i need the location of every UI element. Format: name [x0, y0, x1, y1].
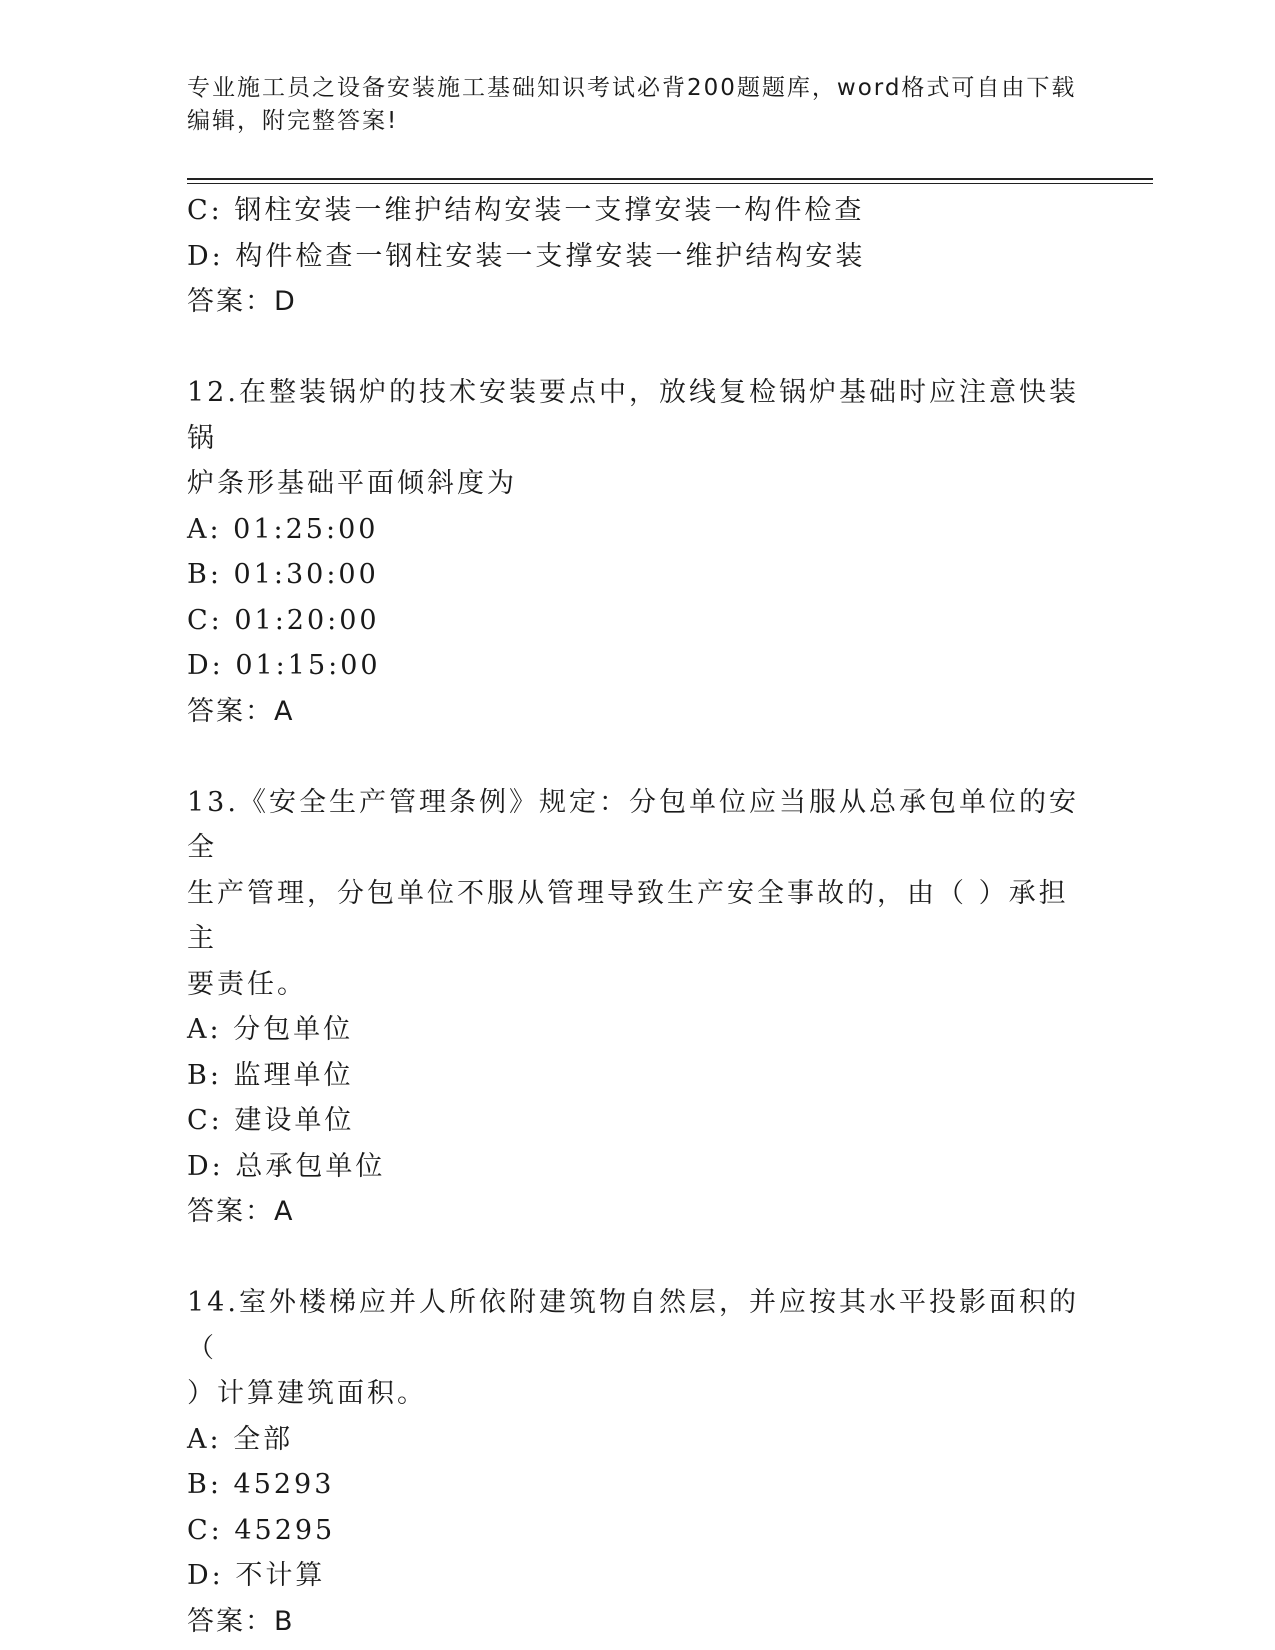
question-stem-line: 14.室外楼梯应并人所依附建筑物自然层，并应按其水平投影面积的（ — [187, 1287, 1079, 1364]
option-b: B: 01:30:00 — [187, 559, 379, 590]
option-d: D: 总承包单位 — [187, 1150, 386, 1182]
header-rule-thick — [187, 178, 1153, 180]
answer-line: 答案：B — [187, 1605, 295, 1637]
answer-line: 答案：D — [187, 286, 297, 317]
document-header — [187, 72, 1087, 138]
option-c: C: 钢柱安装一维护结构安装一支撑安装一构件检查 — [187, 195, 865, 226]
answer-line: 答案：A — [187, 1196, 295, 1227]
header-line-2: 编辑，附完整答案! — [187, 108, 399, 134]
question-stem-line: 生产管理，分包单位不服从管理导致生产安全事故的，由（ ）承担主 — [187, 877, 1069, 954]
option-a: A: 01:25:00 — [187, 513, 379, 545]
option-a: A: 全部 — [187, 1423, 294, 1455]
option-d: D: 不计算 — [187, 1560, 326, 1591]
header-line-1: 专业施工员之设备安装施工基础知识考试必背200题题库，word格式可自由下载 — [187, 75, 1077, 101]
question-stem-line: 12.在整装锅炉的技术安装要点中，放线复检锅炉基础时应注意快装锅 — [187, 377, 1079, 454]
spacer — [187, 1235, 1087, 1281]
question-14 — [187, 1280, 1087, 1644]
option-b: B: 45293 — [187, 1469, 335, 1500]
question-12 — [187, 370, 1087, 734]
question-stem-line: 要责任。 — [187, 968, 307, 1000]
spacer — [187, 325, 1087, 371]
option-c: C: 建设单位 — [187, 1105, 355, 1136]
question-13 — [187, 780, 1087, 1235]
question-stem-line: ）计算建筑面积。 — [187, 1378, 427, 1409]
option-d: D: 01:15:00 — [187, 650, 381, 681]
header-rule-thin — [187, 183, 1153, 184]
spacer — [187, 734, 1087, 780]
option-d: D: 构件检查一钢柱安装一支撑安装一维护结构安装 — [187, 240, 866, 272]
option-c: C: 45295 — [187, 1514, 336, 1546]
option-a: A: 分包单位 — [187, 1014, 354, 1045]
option-c: C: 01:20:00 — [187, 604, 380, 636]
option-b: B: 监理单位 — [187, 1059, 354, 1091]
question-list — [187, 188, 1087, 1644]
question-stem-line: 13.《安全生产管理条例》规定：分包单位应当服从总承包单位的安全 — [187, 786, 1079, 863]
question-stem-line: 炉条形基础平面倾斜度为 — [187, 468, 517, 499]
question-fragment-11 — [187, 188, 1087, 325]
answer-line: 答案：A — [187, 695, 295, 727]
